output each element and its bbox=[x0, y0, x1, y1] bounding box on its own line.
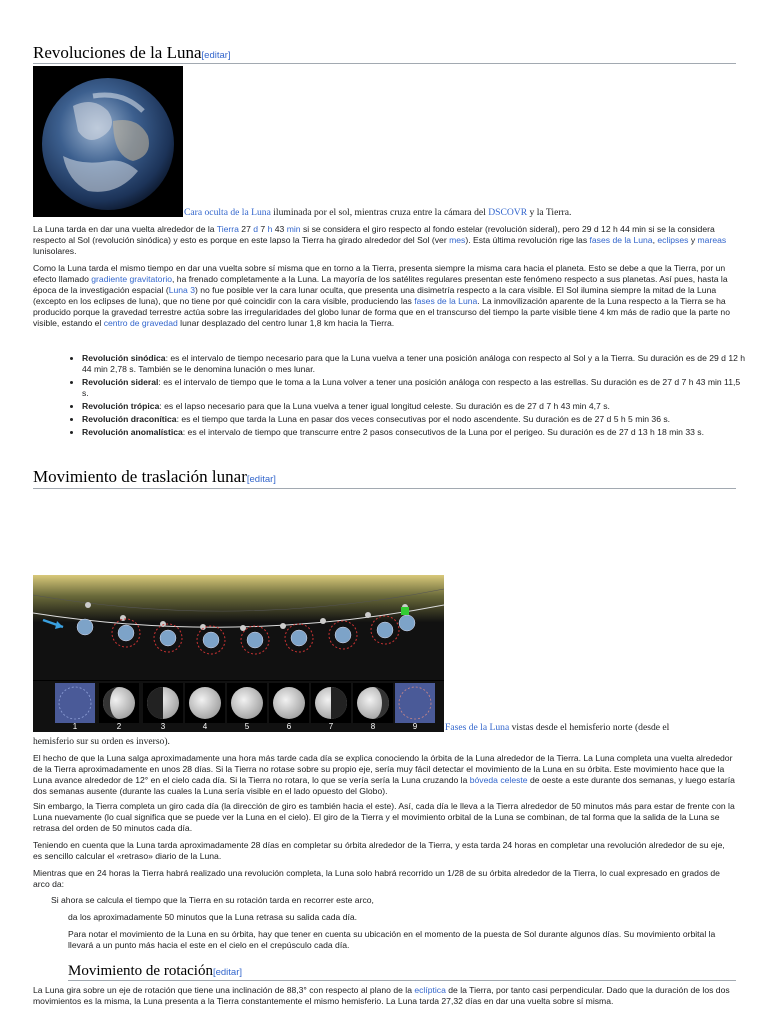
paragraph: La Luna tarda en dar una vuelta alrededor de la Tierra 27 d 7 h 43 min si se considera el giro respecto al fondo estelar (revolución sideral), pero 29 d 12 h 44 min si se la considera respecto al Sol (revolución sinódica) y esto es porque en este lapso la Tierra ha girado alrededor del Sol (ver mes). Esta última revolución rige las fases de la Luna, eclipses y mareas lunisolares. bbox=[33, 224, 727, 256]
link-min[interactable]: min bbox=[286, 224, 301, 234]
paragraph: Como la Luna tarda el mismo tiempo en dar una vuelta sobre sí misma que en torno a la Tierra, presenta siempre la misma cara hacia el planeta. Esto se debe a que la Tierra, por un efecto llamado gradiente gravitatorio, ha frenado completamente a la Luna. La mayoría de los satélites regulares presentan este fenómeno respecto a sus planetas. Así pues, hasta la época de la investigación espacial (Luna 3) no fue posible ver la cara lunar oculta, que presenta una disimetría respecto a la cara visible. El Sol ilumina siempre la mitad de la Luna (excepto en los eclipses de luna), que no tiene por qué coincidir con la cara visible, produciendo las fases de la Luna. La inmovilización aparente de la Luna respecto a la Tierra se ha producido porque la gravedad terrestre actúa sobre las irregularidades del globo lunar de forma que en el transcurso del tiempo la parte visible tiene 4 km más de radio que la parte no visible, estando el centro de gravedad lunar desplazado del centro lunar 1,8 km hacia la Tierra. bbox=[33, 263, 730, 328]
orbit-diagram-graphic bbox=[33, 575, 444, 732]
list-item: • Revolución sideral: es el intervalo de tiempo que le toma a la Luna volver a tener una posición análoga con respecto a las estrellas. Su duración es de 27 d 7 h 43 min 11,5 s. bbox=[82, 377, 746, 399]
paragraph: Teniendo en cuenta que la Luna tarda aproximadamente 28 días en completar su órbita alrededor de la Tierra, y esta tarda 24 horas en completar una revolución alrededor de su eje, es sencillo calcular el «retraso» diario de la Luna. bbox=[33, 840, 725, 861]
section-heading-rotacion bbox=[68, 962, 242, 982]
paragraph: La Luna gira sobre un eje de rotación que tiene una inclinación de 88,3° con respecto al plano de la eclíptica de la Tierra, por tanto casi perpendicular. Dado que la duración de los dos movimientos es la misma, la Luna presenta a la Tierra constantemente el mismo hemisferio. La Luna tarda 27,32 días en dar una vuelta sobre sí misma. bbox=[33, 985, 730, 1006]
caption-text-end: y la Tierra. bbox=[527, 207, 572, 218]
revolution-list bbox=[66, 353, 746, 440]
paragraph: Sin embargo, la Tierra completa un giro cada día (la dirección de giro es también hacia el este). Así, cada día le lleva a la Tierra alrededor de 50 minutos más para estar de frente con la Luna nuevamente (lo cual significa que se puede ver la Luna en el cielo). El giro de la Tierra y el movimiento orbital de la Luna se combinan, de tal forma que la salida de la Luna se retrasa del orden de 50 minutos cada día. bbox=[33, 801, 735, 833]
caption-text: vistas desde el hemisferio norte (desde el bbox=[509, 722, 670, 733]
link-luna3[interactable]: Luna 3 bbox=[168, 285, 195, 295]
section-heading-traslacion bbox=[33, 467, 276, 490]
earth-globe-graphic bbox=[33, 66, 183, 217]
edit-link[interactable]: [editar] bbox=[201, 50, 231, 61]
phase-number: 4 bbox=[202, 722, 208, 731]
indented-text: Si ahora se calcula el tiempo que la Tierra en su rotación tarda en recorrer este arco, bbox=[51, 895, 374, 905]
moon-phases-diagram[interactable] bbox=[33, 575, 444, 732]
link-gradiente[interactable]: gradiente gravitatorio bbox=[91, 274, 173, 284]
paragraph: El hecho de que la Luna salga aproximadamente una hora más tarde cada día se explica conociendo la órbita de la Luna alrededor de la Tierra. La Luna completa una vuelta alrededor de la Tierra aproximadamente en unos 28 días. Si la Tierra no rotase sobre su propio eje, sería muy fácil detectar el movimiento de la Luna en su órbita. Este movimiento hace que la Luna avance alrededor de 12° en el cielo cada día. Si la Tierra no rotara, lo que se vería sería la Luna cruzando la bóveda celeste de oeste a este durante dos semanas, y luego estaría dos semanas ausente (durante las cuales la Luna sería visible en el lado opuesto del Globo). bbox=[33, 753, 735, 796]
link-boveda-celeste[interactable]: bóveda celeste bbox=[469, 775, 528, 785]
image-caption bbox=[184, 207, 571, 219]
phase-number: 2 bbox=[116, 722, 122, 731]
link-tierra[interactable]: Tierra bbox=[216, 224, 239, 234]
paragraph: Mientras que en 24 horas la Tierra habrá realizado una revolución completa, la Luna solo habrá recorrido un 1/28 de su órbita alrededor de la Tierra, lo cual expresado en grados de arco da: bbox=[33, 868, 720, 889]
link-mareas[interactable]: mareas bbox=[697, 235, 727, 245]
phase-number: 7 bbox=[328, 722, 334, 731]
phase-number: 8 bbox=[370, 722, 376, 731]
link-ecliptica[interactable]: eclíptica bbox=[414, 985, 446, 995]
caption-link[interactable]: Cara oculta de la Luna bbox=[184, 207, 271, 218]
edit-link[interactable]: [editar] bbox=[212, 967, 243, 978]
link-mes[interactable]: mes bbox=[449, 235, 466, 245]
list-item: • Revolución draconítica: es el tiempo que tarda la Luna en pasar dos veces consecutivas por el nodo ascendente. Su duración es de 27 d 5 h 5 min 36 s. bbox=[82, 414, 746, 425]
list-item: • Revolución trópica: es el lapso necesario para que la Luna vuelva a tener igual longitud celeste. Su duración es de 27 d 7 h 43 min 4,7 s. bbox=[82, 401, 746, 412]
heading-text: Revoluciones de la Luna bbox=[33, 43, 202, 62]
heading-text: Movimiento de traslación lunar bbox=[33, 467, 247, 486]
phase-number: 5 bbox=[244, 722, 250, 731]
dscovr-link[interactable]: DSCOVR bbox=[488, 207, 528, 218]
list-item: • Revolución anomalística: es el intervalo de tiempo que transcurre entre 2 pasos consecutivos de la Luna por el perigeo. Su duración es de 27 d 13 h 18 min 33 s. bbox=[82, 427, 746, 438]
earth-image[interactable] bbox=[33, 66, 183, 217]
heading-rule bbox=[33, 488, 736, 489]
phase-number: 1 bbox=[72, 722, 78, 731]
indented-text: da los aproximadamente 50 minutos que la Luna retrasa su salida cada día. bbox=[68, 912, 358, 922]
phase-number: 6 bbox=[286, 722, 292, 731]
heading-text: Movimiento de rotación bbox=[68, 963, 213, 979]
indented-text: Para notar el movimiento de la Luna en su órbita, hay que tener en cuenta su ubicación en el momento de la puesta de Sol durante algunos días. Su movimiento orbital la llevará a un punto más hacia el este en el cielo en el crepúsculo cada día. bbox=[68, 929, 716, 950]
phase-number: 3 bbox=[160, 722, 166, 731]
image-caption bbox=[445, 722, 669, 734]
link-fases[interactable]: fases de la Luna bbox=[589, 235, 653, 245]
caption-link[interactable]: Fases de la Luna bbox=[445, 722, 510, 733]
caption-text: iluminada por el sol, mientras cruza entre la cámara del bbox=[270, 207, 489, 218]
link-eclipses[interactable]: eclipses bbox=[657, 235, 689, 245]
link-centro-gravedad[interactable]: centro de gravedad bbox=[103, 318, 178, 328]
image-caption-cont: hemisferio sur su orden es inverso). bbox=[33, 736, 170, 747]
link-fases-luna[interactable]: fases de la Luna bbox=[414, 296, 478, 306]
link-h[interactable]: h bbox=[267, 224, 273, 234]
phase-number: 9 bbox=[412, 722, 418, 731]
heading-rule bbox=[68, 980, 736, 981]
heading-rule bbox=[33, 63, 736, 64]
list-item: • Revolución sinódica: es el intervalo de tiempo necesario para que la Luna vuelva a tener una posición análoga con respecto al Sol y a la Tierra. Su duración es de 29 d 12 h 44 min 2,78 s. También se le denomina lunación o mes lunar. bbox=[82, 353, 746, 375]
link-d[interactable]: d bbox=[253, 224, 259, 234]
edit-link[interactable]: [editar] bbox=[246, 474, 276, 485]
